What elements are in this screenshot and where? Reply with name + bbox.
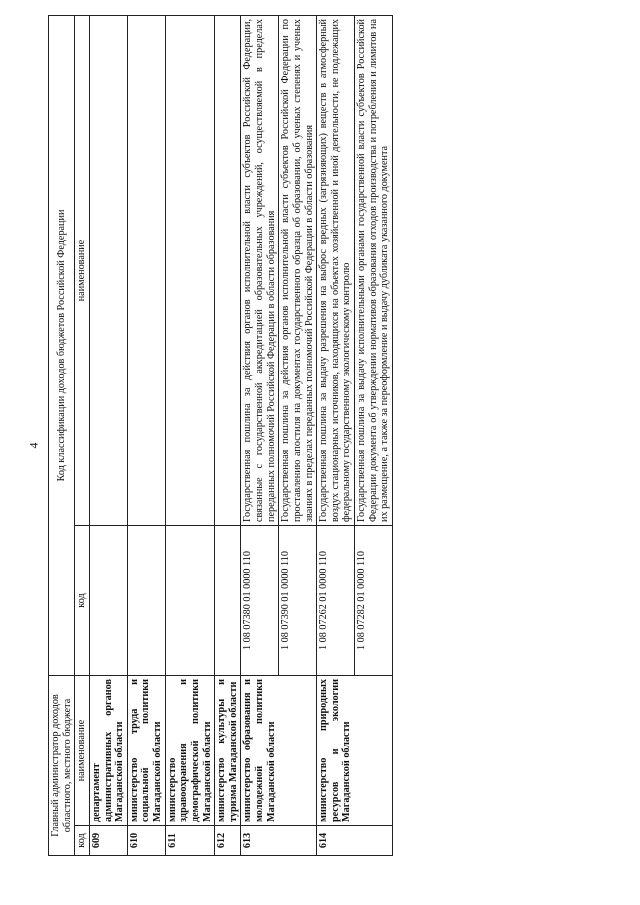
income-code: [127, 526, 165, 676]
income-name: [89, 15, 127, 525]
header-classification-group: Код классификации доходов бюджетов Российской Федерации: [49, 15, 75, 675]
revenue-classification-table: [48, 15, 393, 856]
admin-code: 609: [89, 826, 127, 856]
income-name: [165, 15, 215, 525]
table-row: [215, 15, 241, 855]
admin-code: 612: [215, 826, 241, 856]
income-code: [165, 526, 215, 676]
admin-name: департамент административных органов Магаданской области: [89, 676, 127, 826]
income-name: Государственная пошлина за выдачу разрешения на выброс вредных (загрязняющих) веществ в атмосферный воздух стационарных источников, находящихся на объектах хозяйственной и иной деятельности, не подлежащих федеральному государственному экологическому контролю: [317, 15, 355, 525]
header-income-name: наименование: [75, 15, 90, 525]
admin-code: 611: [165, 826, 215, 856]
header-admin-group: Главный администратор доходов областного, местного бюджета: [49, 676, 75, 856]
income-name: Государственная пошлина за действия органов исполнительной власти субъектов Российской Федерации по проставлению апостиля на документах государственного образца об образовании, об ученых степенях и ученых званиях в пределах переданных полномочий Российской Федерации в области образования: [279, 15, 317, 525]
income-code: 1 08 07380 01 0000 110: [241, 526, 279, 676]
table-row: [89, 15, 127, 855]
income-name: [215, 15, 241, 525]
table-row: [165, 15, 215, 855]
income-code: 1 08 07262 01 0000 110: [317, 526, 355, 676]
income-code: 1 08 07282 01 0000 110: [355, 526, 393, 676]
admin-name: министерство труда и социальной политики Магаданской области: [127, 676, 165, 826]
table-row: [317, 15, 355, 855]
income-name: [127, 15, 165, 525]
income-name: Государственная пошлина за действия органов исполнительной власти субъектов Российской Федерации, связанные с государственной аккредитацией образовательных учреждений, осуществляемой в пределах переданных полномочий Российской Федерации в области образования: [241, 15, 279, 525]
admin-name: министерство образования и молодежной политики Магаданской области: [241, 676, 317, 826]
rotated-table-wrapper: [48, 16, 556, 856]
table-row: [241, 15, 279, 855]
page-number: 4: [26, 442, 41, 449]
table-row: [127, 15, 165, 855]
admin-code: 614: [317, 826, 393, 856]
admin-name: министерство здравоохранения и демографической политики Магаданской области: [165, 676, 215, 826]
admin-code: 613: [241, 826, 317, 856]
admin-name: министерство культуры и туризма Магаданской области: [215, 676, 241, 826]
header-row-groups: [49, 15, 75, 855]
header-income-code: код: [75, 526, 90, 676]
income-code: 1 08 07390 01 0000 110: [279, 526, 317, 676]
admin-code: 610: [127, 826, 165, 856]
income-code: [215, 526, 241, 676]
admin-name: министерство природных ресурсов и экологии Магаданской области: [317, 676, 393, 826]
income-name: Государственная пошлина за выдачу исполнительными органами государственной власти субъектов Российской Федерации документа об утверждении нормативов образования отходов производства и потребления и лимитов на их размещение, а также за переоформление и выдачу дубликата указанного документа: [355, 15, 393, 525]
income-code: [89, 526, 127, 676]
header-row-columns: [75, 15, 90, 855]
header-admin-code: код: [75, 826, 90, 856]
header-admin-name: наименование: [75, 676, 90, 826]
